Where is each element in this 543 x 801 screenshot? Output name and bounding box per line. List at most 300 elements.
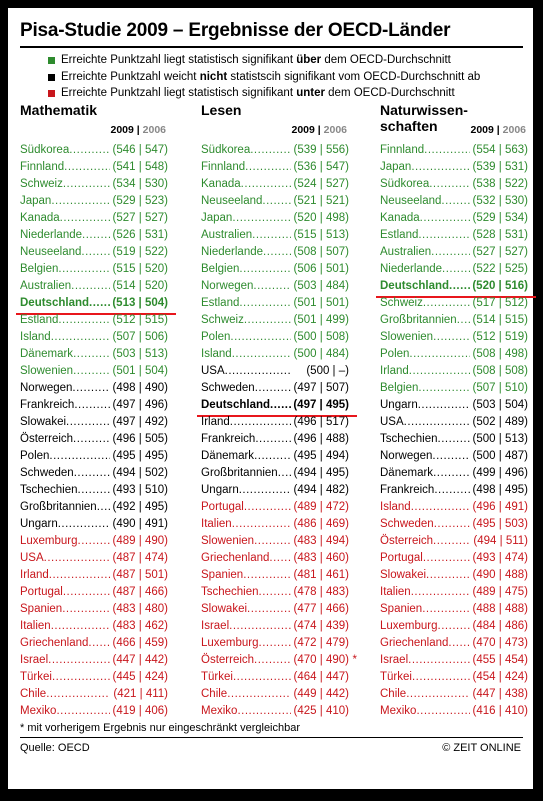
table-row (201, 499, 349, 516)
table-row (380, 584, 528, 601)
score-values: (539 | 531) (472, 161, 528, 173)
country-name: Irland ..... (20, 567, 110, 584)
score-2009: 483 (116, 620, 136, 632)
score-values: (487 | 501) (112, 569, 168, 581)
score-2009: 498 (116, 382, 136, 394)
score-2009: 546 (116, 144, 136, 156)
table-row (380, 278, 528, 295)
score-2006: 406 (144, 705, 165, 717)
score-values: (474 | 439) (293, 620, 349, 632)
score-2006: 520 (144, 263, 165, 275)
score-2006: 496 (144, 399, 165, 411)
table-row (20, 414, 168, 431)
score-2006: 474 (504, 552, 525, 564)
score-2009: 519 (116, 246, 136, 258)
score-values: (528 | 531) (472, 229, 528, 241)
score-values: (517 | 512) (472, 297, 528, 309)
score-2009: 449 (297, 688, 317, 700)
country-name: Südkorea ..... (380, 176, 470, 193)
green-square-icon (48, 57, 55, 64)
score-2006: 495 (504, 484, 525, 496)
country-name: Griechenland ..... (20, 635, 110, 652)
country-name: Türkei ..... (380, 669, 470, 686)
score-2009: 488 (476, 603, 496, 615)
score-2006: 530 (504, 195, 525, 207)
score-2006: 410 (504, 705, 525, 717)
score-values: (447 | 438) (472, 688, 528, 700)
table-row (20, 533, 168, 550)
score-values: (489 | 475) (472, 586, 528, 598)
score-values: (449 | 442) (293, 688, 349, 700)
score-2006: 479 (325, 637, 346, 649)
country-name: Frankreich ..... (380, 482, 470, 499)
score-2006: 510 (144, 484, 165, 496)
title-divider (20, 46, 523, 48)
score-values: (496 | 517) (293, 416, 349, 428)
score-2009: 503 (476, 399, 496, 411)
score-2006: 548 (144, 161, 165, 173)
score-values: (496 | 488) (293, 433, 349, 445)
table-row (380, 312, 528, 329)
country-name: Dänemark ..... (380, 465, 470, 482)
score-2006: 523 (144, 195, 165, 207)
score-2006: 442 (325, 688, 346, 700)
table-row (20, 176, 168, 193)
country-name: USA ..... (201, 363, 291, 380)
table-row (380, 261, 528, 278)
score-values: (447 | 442) (112, 654, 168, 666)
score-values: (515 | 520) (112, 263, 168, 275)
table-row (201, 397, 349, 414)
score-values: (497 | 496) (112, 399, 168, 411)
country-name: Belgien ..... (20, 261, 110, 278)
country-name: Japan ..... (380, 159, 470, 176)
score-values: (514 | 520) (112, 280, 168, 292)
table-row (380, 414, 528, 431)
column-mathematik (20, 102, 168, 717)
score-values: (503 | 513) (112, 348, 168, 360)
score-2009: 487 (116, 552, 136, 564)
footnote: * mit vorherigem Ergebnis nur eingeschränkt vergleichbar (20, 722, 301, 734)
country-name: Niederlande ..... (20, 227, 110, 244)
score-values: (520 | 516) (472, 280, 528, 292)
table-row (201, 176, 349, 193)
country-name: Slowakei ..... (380, 567, 470, 584)
country-name: Israel ..... (380, 652, 470, 669)
score-2009: 497 (297, 382, 317, 394)
country-name: Island ..... (20, 329, 110, 346)
country-name: Spanien ..... (380, 601, 470, 618)
country-name: Australien ..... (380, 244, 470, 261)
country-name: Slowenien ..... (20, 363, 110, 380)
country-name: Luxemburg ..... (20, 533, 110, 550)
score-values: (490 | 491) (112, 518, 168, 530)
score-2006: 530 (144, 178, 165, 190)
country-name: Chile ..... (201, 686, 291, 703)
score-2006: 472 (325, 501, 346, 513)
country-name: Tschechien ..... (380, 431, 470, 448)
score-2009: 494 (297, 484, 317, 496)
table-row (201, 295, 349, 312)
score-2009: 501 (297, 297, 317, 309)
rows-naturwissenschaften (380, 142, 528, 720)
table-row (380, 652, 528, 669)
score-values: (454 | 424) (472, 671, 528, 683)
score-values: (512 | 515) (112, 314, 168, 326)
country-name: Mexiko ..... (201, 703, 291, 720)
score-2006: 411 (145, 688, 165, 700)
score-2009: 495 (476, 518, 496, 530)
score-2009: 495 (297, 450, 317, 462)
score-values: (489 | 472) (293, 501, 349, 513)
legend-item-below: Erreichte Punktzahl liegt statistisch signifikant unter dem OECD-Durchschnitt (48, 85, 480, 102)
score-values: (502 | 489) (472, 416, 528, 428)
score-values: (470 | 473) (472, 637, 528, 649)
country-name: Slowenien ..... (201, 533, 291, 550)
score-2006: 494 (325, 535, 346, 547)
score-2009: 447 (116, 654, 136, 666)
score-2009: 484 (476, 620, 496, 632)
score-2009: 496 (297, 433, 317, 445)
score-2006: 504 (504, 399, 525, 411)
table-row (20, 567, 168, 584)
score-2009: 517 (476, 297, 496, 309)
score-2006: 498 (325, 212, 346, 224)
score-2006: 495 (144, 450, 165, 462)
score-2009: 512 (476, 331, 496, 343)
score-2006: 527 (144, 212, 165, 224)
score-2006: 501 (325, 297, 346, 309)
score-2006: 521 (325, 195, 346, 207)
score-2009: 472 (297, 637, 317, 649)
score-values: (455 | 454) (472, 654, 528, 666)
table-row (20, 482, 168, 499)
score-2009: 497 (116, 399, 136, 411)
score-values: (494 | 495) (293, 467, 349, 479)
country-name: Neuseeland ..... (20, 244, 110, 261)
score-values: (501 | 499) (293, 314, 349, 326)
score-values: (481 | 461) (293, 569, 349, 581)
score-2009: 539 (476, 161, 496, 173)
column-title: Mathematik (20, 102, 98, 118)
score-values: (425 | 410) (293, 705, 349, 717)
country-name: Finnland ..... (201, 159, 291, 176)
score-2009: 454 (476, 671, 496, 683)
score-2006: 499 (325, 314, 346, 326)
table-row (201, 669, 349, 686)
score-2009: 496 (476, 501, 496, 513)
table-row (20, 142, 168, 159)
table-row (20, 210, 168, 227)
score-2006: 484 (325, 348, 346, 360)
score-2006: 504 (144, 365, 165, 377)
table-row (380, 703, 528, 720)
score-2006: 447 (325, 671, 346, 683)
table-row (201, 193, 349, 210)
score-2009: 489 (297, 501, 317, 513)
score-2009: 421 (117, 688, 137, 700)
score-2009: 483 (297, 552, 317, 564)
table-row (201, 414, 349, 431)
legend-item-above: Erreichte Punktzahl liegt statistisch signifikant über dem OECD-Durchschnitt (48, 52, 480, 69)
table-row (20, 465, 168, 482)
score-2006: 462 (144, 620, 165, 632)
score-values: (499 | 496) (472, 467, 528, 479)
table-row (20, 703, 168, 720)
footnote-marker: * (352, 654, 357, 666)
country-name: Schweiz ..... (201, 312, 291, 329)
score-2006: 527 (325, 178, 346, 190)
score-values: (487 | 474) (112, 552, 168, 564)
score-2009: 539 (297, 144, 317, 156)
score-2006: 507 (325, 382, 346, 394)
score-2006: 515 (504, 314, 525, 326)
table-row (201, 329, 349, 346)
score-2006: 496 (504, 467, 525, 479)
score-values: (503 | 504) (472, 399, 528, 411)
country-name: Großbritannien ..... (380, 312, 470, 329)
score-2006: 531 (504, 229, 525, 241)
score-2006: 424 (144, 671, 165, 683)
table-row (380, 397, 528, 414)
score-2009: 478 (297, 586, 317, 598)
score-2009: 489 (476, 586, 496, 598)
score-values: (526 | 531) (112, 229, 168, 241)
country-name: Chile ..... (380, 686, 470, 703)
country-name: Portugal ..... (380, 550, 470, 567)
table-row (201, 210, 349, 227)
country-name: Finnland ..... (380, 142, 470, 159)
table-row (20, 516, 168, 533)
column-title: Lesen (201, 102, 242, 118)
score-2006: 563 (504, 144, 525, 156)
country-name: Deutschland ..... (380, 278, 470, 295)
table-row (380, 516, 528, 533)
table-row (380, 601, 528, 618)
country-name: Mexiko ..... (380, 703, 470, 720)
score-2009: 500 (297, 348, 317, 360)
country-name: Slowenien ..... (380, 329, 470, 346)
score-2009: 497 (297, 399, 317, 411)
score-2006: 513 (144, 348, 165, 360)
score-values: (532 | 530) (472, 195, 528, 207)
country-name: Irland ..... (201, 414, 291, 431)
country-name: Norwegen ..... (201, 278, 291, 295)
score-2006: 511 (505, 535, 525, 547)
score-2009: 532 (476, 195, 496, 207)
score-2009: 514 (116, 280, 136, 292)
country-name: Island ..... (201, 346, 291, 363)
score-values: (539 | 556) (293, 144, 349, 156)
score-2009: 513 (116, 297, 136, 309)
score-values: (520 | 498) (293, 212, 349, 224)
score-2006: 492 (144, 416, 165, 428)
score-2009: 500 (476, 433, 496, 445)
score-2009: 496 (116, 433, 136, 445)
score-2009: 486 (297, 518, 317, 530)
legend (48, 52, 480, 102)
score-2009: 522 (476, 263, 496, 275)
score-2009: 416 (476, 705, 496, 717)
score-values: (445 | 424) (112, 671, 168, 683)
score-values: (496 | 505) (112, 433, 168, 445)
score-values: (506 | 501) (293, 263, 349, 275)
country-name: Polen ..... (20, 448, 110, 465)
score-2009: 481 (297, 569, 317, 581)
country-name: Tschechien ..... (20, 482, 110, 499)
score-2006: 516 (504, 280, 525, 292)
score-2009: 508 (297, 246, 317, 258)
country-name: Estland ..... (380, 227, 470, 244)
score-values: (495 | 503) (472, 518, 528, 530)
score-values: (416 | 410) (472, 705, 528, 717)
table-row (380, 465, 528, 482)
country-name: Chile ..... (20, 686, 110, 703)
score-2009: 470 (476, 637, 496, 649)
rows-lesen (201, 142, 357, 720)
footer-divider (20, 737, 523, 738)
country-name: Japan ..... (20, 193, 110, 210)
country-name: Tschechien ..... (201, 584, 291, 601)
country-name: Polen ..... (380, 346, 470, 363)
country-name: Kanada ..... (20, 210, 110, 227)
score-2009: 493 (116, 484, 136, 496)
country-name: Schweiz ..... (20, 176, 110, 193)
table-row (380, 176, 528, 193)
score-2009: 500 (297, 331, 317, 343)
score-2006: 474 (144, 552, 165, 564)
column-naturwissenschaften (380, 102, 528, 717)
score-values: (483 | 480) (112, 603, 168, 615)
score-values: (466 | 459) (112, 637, 168, 649)
score-2006: 490 (144, 535, 165, 547)
table-row (380, 295, 528, 312)
column-years: 2009 | 2006 (110, 124, 166, 136)
score-values: (507 | 510) (472, 382, 528, 394)
table-row (201, 686, 349, 703)
score-values: (496 | 491) (472, 501, 528, 513)
score-2009: 512 (116, 314, 136, 326)
score-2006: 459 (144, 637, 165, 649)
country-name: Israel ..... (201, 618, 291, 635)
score-values: (513 | 504) (112, 297, 168, 309)
score-2009: 499 (476, 467, 496, 479)
score-2006: 534 (504, 212, 525, 224)
score-2006: 515 (144, 314, 165, 326)
score-2006: 547 (144, 144, 165, 156)
score-values: (554 | 563) (472, 144, 528, 156)
score-2009: 506 (297, 263, 317, 275)
country-name: Island ..... (380, 499, 470, 516)
score-values: (512 | 519) (472, 331, 528, 343)
score-2006: 482 (325, 484, 346, 496)
country-name: Polen ..... (201, 329, 291, 346)
country-name: Spanien ..... (20, 601, 110, 618)
table-row (380, 499, 528, 516)
score-2009: 474 (297, 620, 317, 632)
score-2006: 495 (325, 467, 346, 479)
score-2006: 519 (504, 331, 525, 343)
score-values: (521 | 521) (293, 195, 349, 207)
table-row (201, 142, 349, 159)
country-name: Kanada ..... (380, 210, 470, 227)
score-values: (472 | 479) (293, 637, 349, 649)
score-values: (493 | 510) (112, 484, 168, 496)
country-name: Norwegen ..... (20, 380, 110, 397)
score-2009: 425 (297, 705, 317, 717)
country-name: Slowakei ..... (201, 601, 291, 618)
table-row (201, 482, 349, 499)
table-row (20, 193, 168, 210)
table-row (201, 346, 349, 363)
table-row (380, 380, 528, 397)
column-years: 2009 | 2006 (470, 124, 526, 136)
score-2006: 547 (325, 161, 346, 173)
score-2009: 483 (297, 535, 317, 547)
country-name: Griechenland ..... (201, 550, 291, 567)
score-2009: 464 (297, 671, 317, 683)
table-row (20, 397, 168, 414)
score-2006: 454 (504, 654, 525, 666)
score-2009: 483 (116, 603, 136, 615)
country-name: Ungarn ..... (20, 516, 110, 533)
table-row (20, 380, 168, 397)
table-row (201, 601, 349, 618)
table-row (201, 533, 349, 550)
score-2006: 495 (144, 501, 165, 513)
table-row (380, 550, 528, 567)
score-2009: 490 (476, 569, 496, 581)
country-name: Finnland ..... (20, 159, 110, 176)
country-name: Deutschland ..... (201, 397, 291, 414)
table-row (201, 278, 349, 295)
score-2009: 536 (297, 161, 317, 173)
table-row (380, 363, 528, 380)
table-row (380, 329, 528, 346)
score-2009: 494 (116, 467, 136, 479)
score-2009: 515 (297, 229, 317, 241)
score-2009: 498 (476, 484, 496, 496)
score-2006: 556 (325, 144, 346, 156)
country-name: Schweden ..... (201, 380, 291, 397)
score-2006: – (338, 365, 346, 377)
score-2006: 424 (504, 671, 525, 683)
country-name: Irland ..... (380, 363, 470, 380)
table-row (20, 584, 168, 601)
country-name: Deutschland ..... (20, 295, 110, 312)
table-row (380, 346, 528, 363)
score-values: (493 | 474) (472, 552, 528, 564)
column-title-line2: schaften (380, 118, 438, 134)
score-values: (497 | 507) (293, 382, 349, 394)
score-2006: 480 (144, 603, 165, 615)
country-name: Dänemark ..... (201, 448, 291, 465)
score-2006: 522 (504, 178, 525, 190)
country-name: Australien ..... (201, 227, 291, 244)
table-row (20, 261, 168, 278)
score-2009: 466 (116, 637, 136, 649)
score-values: (508 | 498) (472, 348, 528, 360)
score-2006: 410 (325, 705, 346, 717)
score-2009: 501 (116, 365, 136, 377)
score-2006: 494 (325, 450, 346, 462)
table-row (20, 346, 168, 363)
score-2009: 493 (476, 552, 496, 564)
country-name: Niederlande ..... (380, 261, 470, 278)
score-2006: 517 (325, 416, 346, 428)
score-2009: 534 (116, 178, 136, 190)
credit-label: © ZEIT ONLINE (442, 742, 521, 754)
